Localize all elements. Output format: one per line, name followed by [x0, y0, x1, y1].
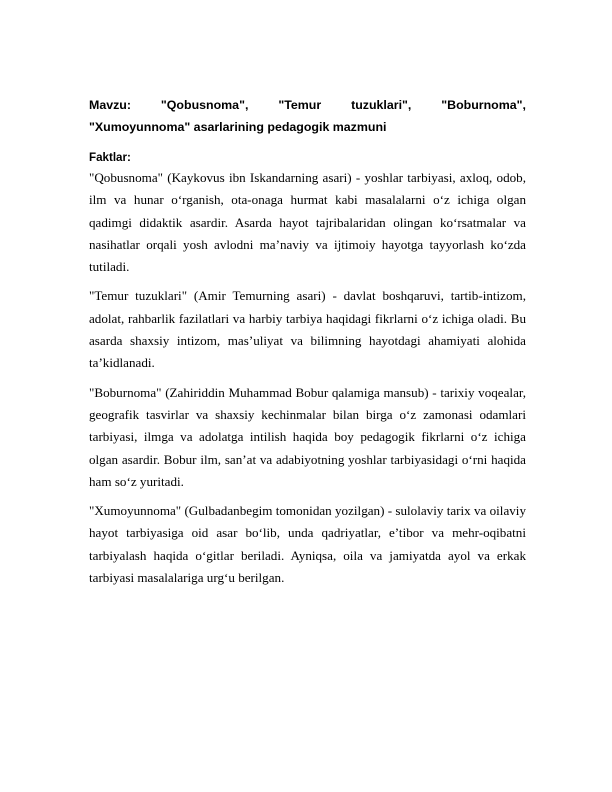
paragraph-qobusnoma: "Qobusnoma" (Kaykovus ibn Iskandarning asari) - yoshlar tarbiyasi, axloq, odob, ilm va hunar o‘rganish, ota-onaga hurmat kabi masalalarni o‘z ichiga olgan qadimgi didaktik asardir. Asarda hayot tajribalaridan olingan ko‘rsatmalar va nasihatlar orqali yosh avlodni ma’naviy va ijtimoiy hayotga tayyorlash ko‘zda tutiladi.	[89, 170, 526, 275]
paragraph-xumoyunnoma: "Xumoyunnoma" (Gulbadanbegim tomonidan yozilgan) - sulolaviy tarix va oilaviy hayot tarbiyasiga oid asar bo‘lib, unda qadriyatlar, e’tibor va mehr-oqibatni tarbiyalash haqida o‘gitlar beriladi. Ayniqsa, oila va jamiyatda ayol va erkak tarbiyasi masalalariga urg‘u berilgan.	[89, 503, 526, 586]
title-line-1	[89, 94, 526, 116]
paragraph-boburnoma: "Boburnoma" (Zahiriddin Muhammad Bobur qalamiga mansub) - tarixiy voqealar, geografik tasvirlar va shaxsiy kechinmalar bilan birga o‘z zamonasi odamlari tarbiyasi, ilmga va adolatga intilish haqida boy pedagogik fikrlarni o‘z ichiga olgan asardir. Bobur ilm, san’at va adabiyotning yoshlar tarbiyasidagi o‘rni haqida ham so‘z yuritadi.	[89, 384, 526, 489]
facts-label: Faktlar:	[89, 151, 131, 164]
title-word: "Temur	[278, 98, 322, 112]
title-word: Mavzu:	[89, 98, 131, 112]
document-title	[89, 94, 526, 138]
title-word: "Boburnoma",	[441, 98, 526, 112]
paragraph-temur-tuzuklari: "Temur tuzuklari" (Amir Temurning asari) - davlat boshqaruvi, tartib-intizom, adolat, rahbarlik fazilatlari va harbiy tarbiya haqidagi fikrlarni o‘z ichiga oladi. Bu asarda shaxsiy intizom, mas’uliyat va bilimning hayotdagi ahamiyati alohida ta’kidlanadi.	[89, 288, 526, 371]
document-content	[89, 94, 526, 589]
title-word: tuzuklari",	[351, 98, 412, 112]
title-line-2: "Xumoyunnoma" asarlarining pedagogik mazmuni	[89, 120, 387, 134]
title-word: "Qobusnoma",	[160, 98, 249, 112]
